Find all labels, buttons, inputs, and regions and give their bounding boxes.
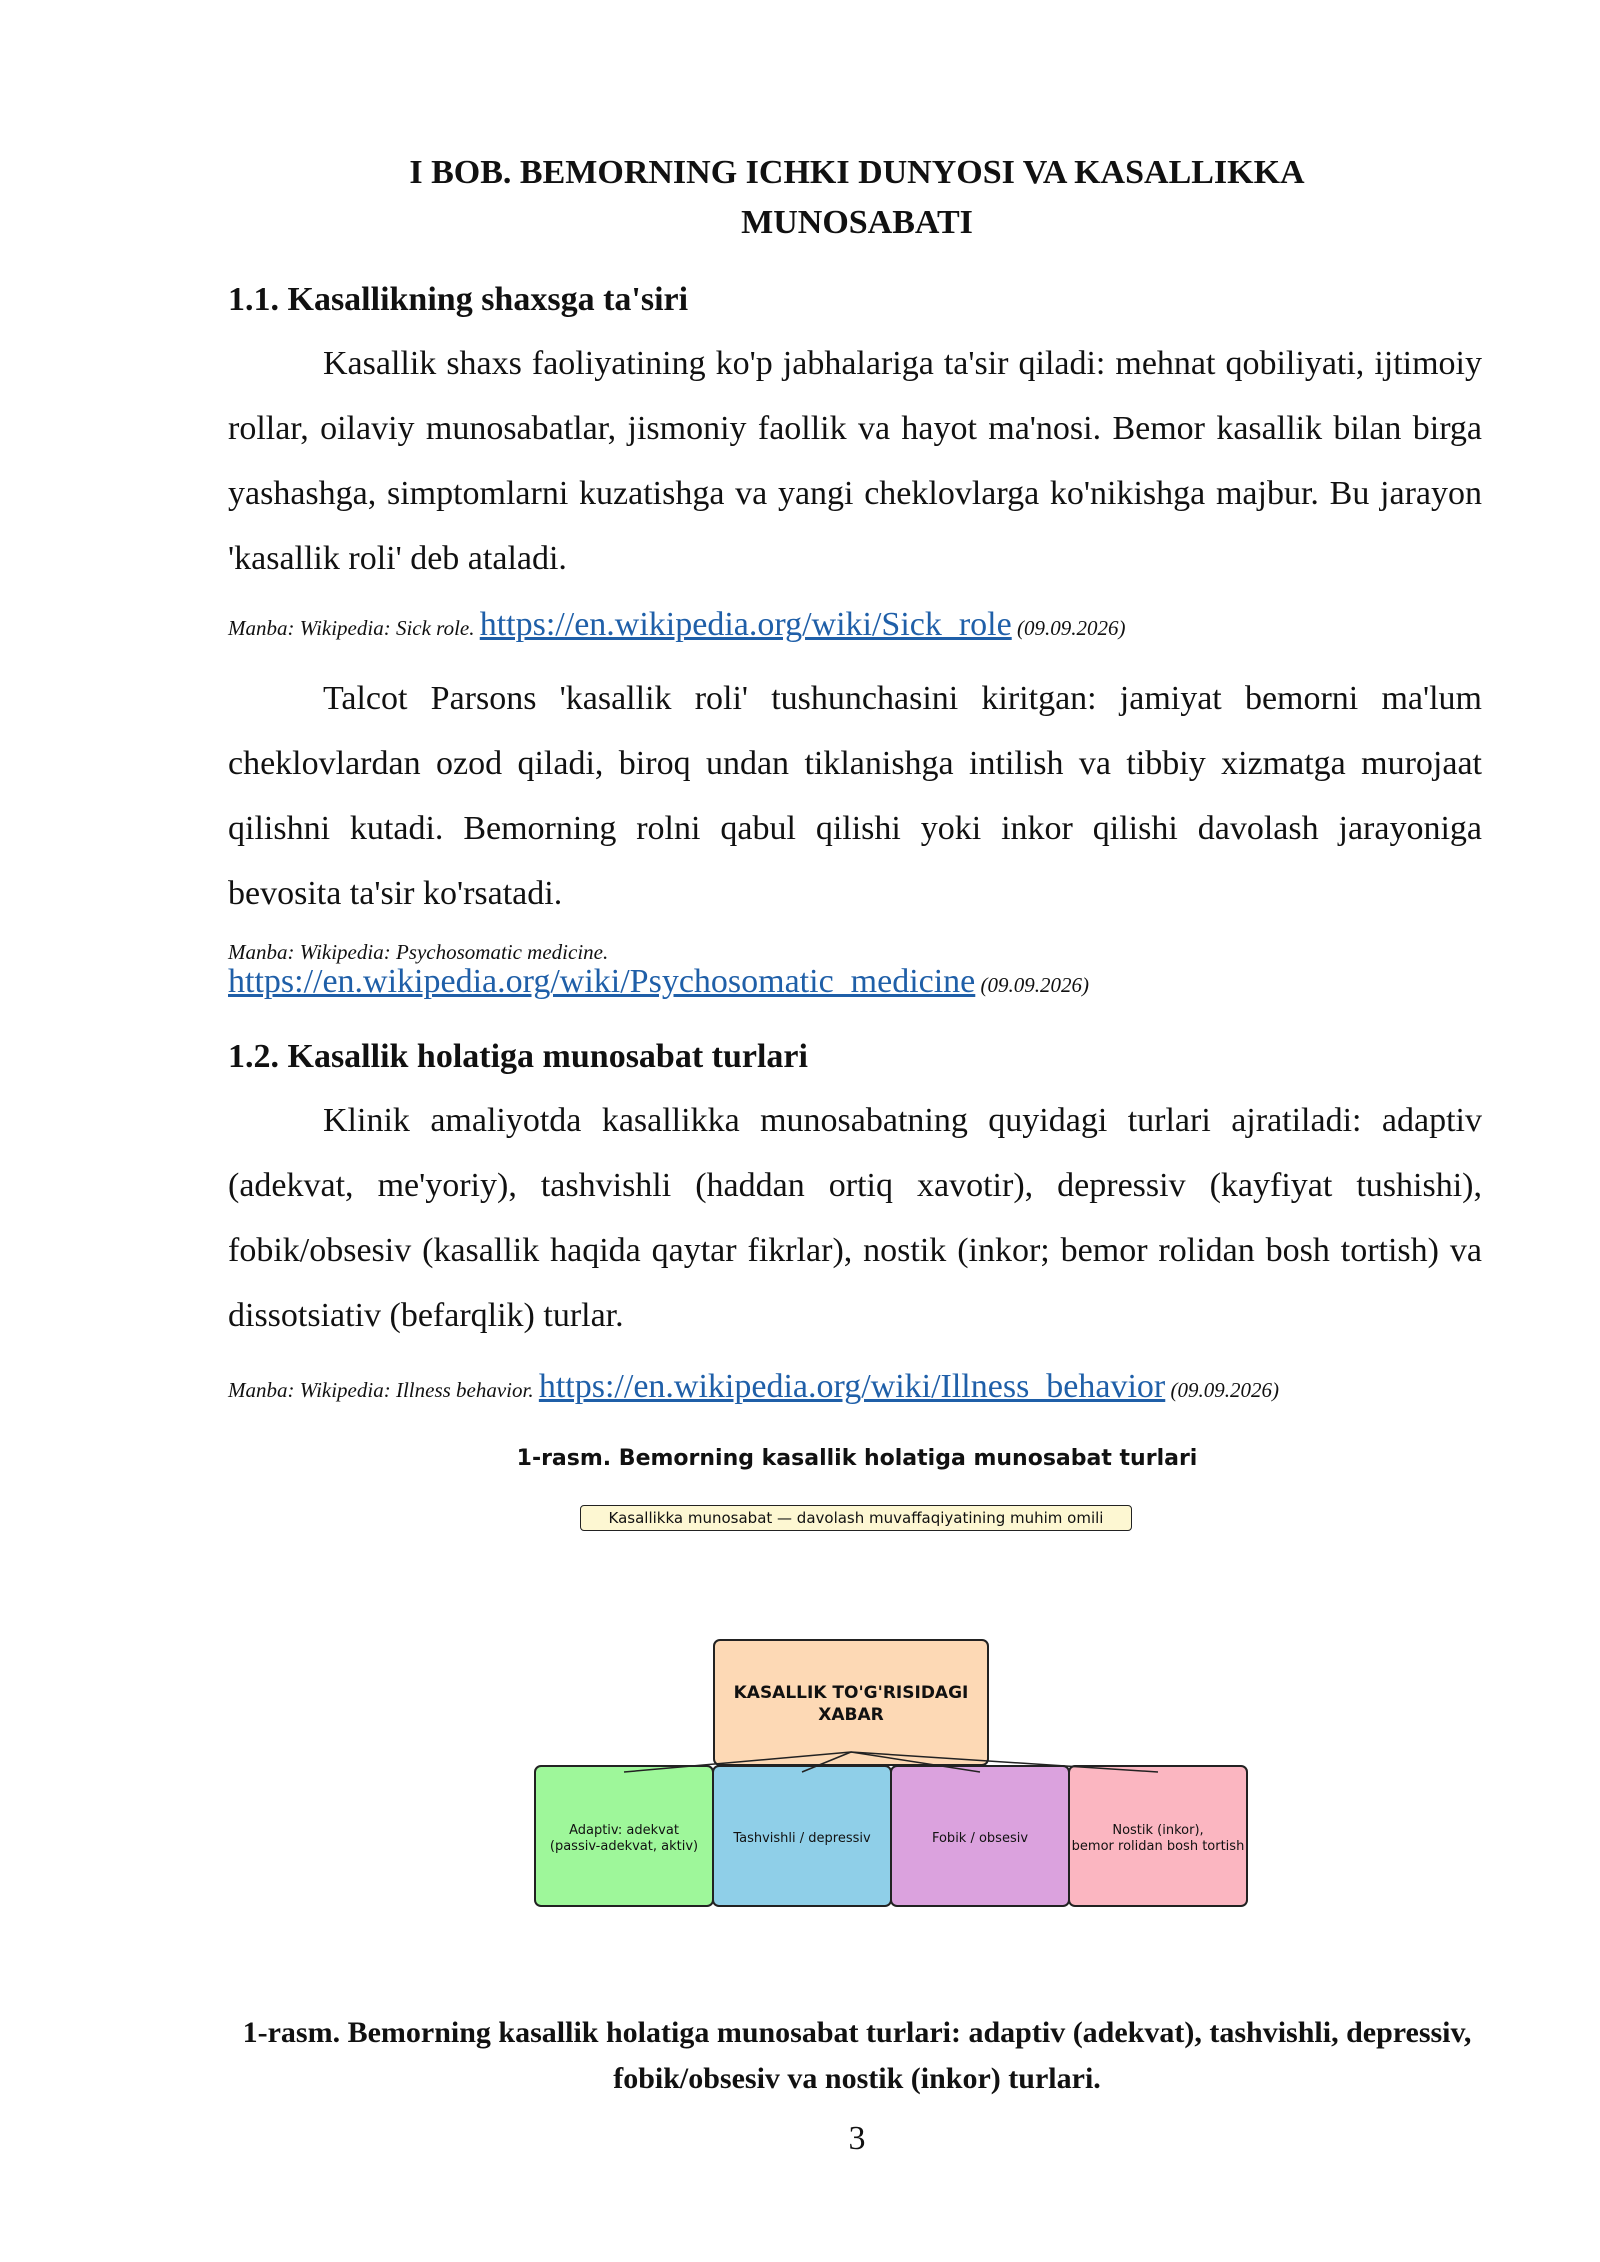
source-1-date: (09.09.2026)	[1016, 616, 1126, 640]
chapter-title	[0, 148, 1600, 248]
source-2-label: Manba: Wikipedia: Psychosomatic medicine.	[228, 940, 609, 964]
figure-caption: 1-rasm. Bemorning kasallik holatiga munosabat turlari: adaptiv (adekvat), tashvishli, depressiv, fobik/obsesiv va nostik (inkor) turlari.	[242, 2016, 1472, 2095]
figure-title: 1-rasm. Bemorning kasallik holatiga munosabat turlari	[516, 1446, 1198, 1471]
type-box-anxious-depressive-label: Tashvishli / depressiv	[733, 1831, 871, 1846]
section-2-heading: 1.2. Kasallik holatiga munosabat turlari	[228, 1038, 808, 1075]
type-box-phobic-obsessive-label: Fobik / obsesiv	[931, 1831, 1029, 1846]
source-citation-3	[228, 1368, 1528, 1406]
chapter-title-line-1: I BOB. BEMORNING ICHKI DUNYOSI VA KASALLIKKA	[409, 154, 1305, 191]
section-1-heading: 1.1. Kasallikning shaxsga ta'siri	[228, 281, 689, 318]
section-1-paragraph-2: Talcot Parsons 'kasallik roli' tushunchasini kiritgan: jamiyat bemorni ma'lum cheklovlardan ozod qiladi, biroq undan tiklanishga intilish va tibbiy xizmatga murojaat qilishni kutadi. Bemorning rolni qabul qilishi yoki inkor qilishi davolash jarayoniga bevosita ta'sir ko'rsatadi.	[228, 680, 1482, 912]
source-citation-2	[228, 940, 1528, 1001]
source-3-link[interactable]: https://en.wikipedia.org/wiki/Illness_behavior	[538, 1368, 1166, 1405]
source-1-label: Manba: Wikipedia: Sick role.	[228, 616, 475, 640]
page-number: 3	[848, 2120, 866, 2157]
type-box-adaptive-label-line-1: Adaptiv: adekvat	[569, 1823, 679, 1838]
type-box-adaptive-label-line-2: (passiv-adekvat, aktiv)	[549, 1839, 699, 1854]
chapter-title-line-2: MUNOSABATI	[741, 204, 973, 241]
source-citation-1	[228, 606, 1528, 644]
source-2-link[interactable]: https://en.wikipedia.org/wiki/Psychosomatic_medicine	[228, 963, 976, 1000]
figure-note-box: Kasallikka munosabat — davolash muvaffaqiyatining muhim omili	[580, 1505, 1132, 1531]
root-box-label-line-2: XABAR	[818, 1705, 884, 1725]
section-1-paragraph-1: Kasallik shaxs faoliyatining ko'p jabhalariga ta'sir qiladi: mehnat qobiliyati, ijtimoiy rollar, oilaviy munosabatlar, jismoniy faollik va hayot ma'nosi. Bemor kasallik bilan birga yashashga, simptomlarni kuzatishga va yangi cheklovlarga ko'nikishga majbur. Bu jarayon 'kasallik roli' deb ataladi.	[228, 345, 1482, 577]
attitude-types-diagram	[520, 1630, 1260, 1930]
source-3-date: (09.09.2026)	[1170, 1378, 1280, 1402]
section-2-paragraph-1: Klinik amaliyotda kasallikka munosabatning quyidagi turlari ajratiladi: adaptiv (adekvat, me'yoriy), tashvishli (haddan ortiq xavotir), depressiv (kayfiyat tushishi), fobik/obsesiv (kasallik haqida qaytar fikrlar), nostik (inkor; bemor rolidan bosh tortish) va dissotsiativ (befarqlik) turlar.	[228, 1102, 1482, 1334]
source-2-date: (09.09.2026)	[980, 973, 1090, 997]
type-box-nosognosic-label-line-2: bemor rolidan bosh tortish	[1071, 1839, 1245, 1854]
root-box-label-line-1: KASALLIK TO'G'RISIDAGI	[733, 1683, 969, 1703]
source-1-link[interactable]: https://en.wikipedia.org/wiki/Sick_role	[479, 606, 1012, 643]
source-3-label: Manba: Wikipedia: Illness behavior.	[228, 1378, 534, 1402]
type-box-nosognosic-label-line-1: Nostik (inkor),	[1112, 1823, 1204, 1838]
